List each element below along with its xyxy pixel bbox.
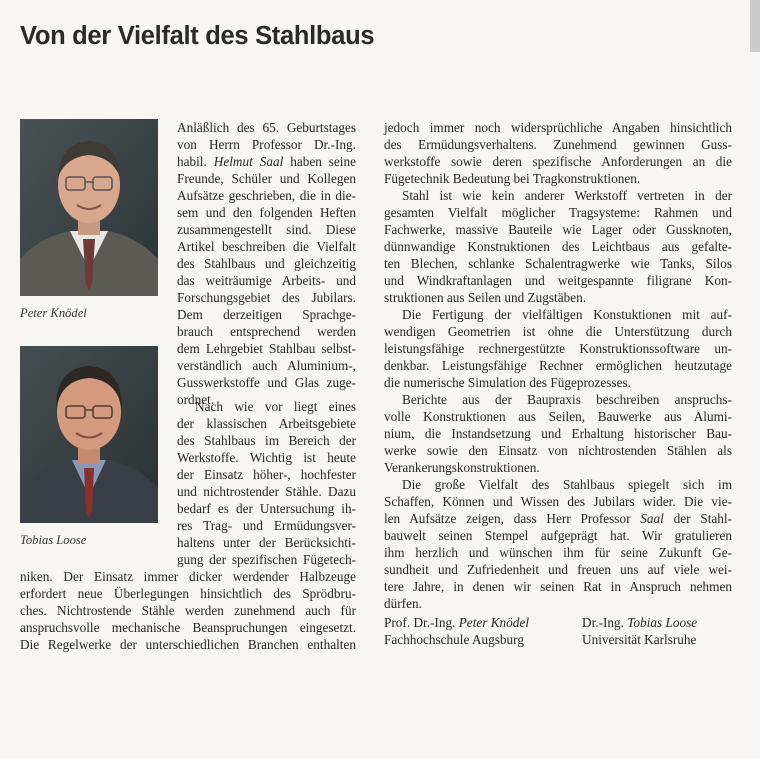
- text-line: wendigen Geometrien ist ohne die Unterstützung durch: [384, 324, 732, 339]
- text-line: gesamten Vielfalt möglicher Tragsysteme: Rahmen und: [384, 205, 732, 220]
- portrait-photo-icon: [20, 119, 158, 296]
- text-line: Verankerungskonstruktionen.: [384, 460, 540, 475]
- text-line: werkstoffe sowie deren spezifische Anforderungen an die: [384, 154, 732, 169]
- text-line: Aufsätze geschrieben, die in die-: [177, 188, 356, 203]
- text-line: leistungsfähige rechnergestützte Konstruktionssoftware un-: [384, 341, 732, 356]
- text-line: der Einsatz höher-, hochfester: [177, 467, 356, 482]
- text-line: jedoch immer noch widersprüchliche Angaben hinsichtlich: [384, 120, 732, 135]
- text-line: dürfen.: [384, 596, 422, 611]
- text-line: tere Jahre, in denen wir seinen Rat in Anspruch nehmen: [384, 579, 732, 594]
- text-line: des Ermüdungsverhaltens. Zunehmend gewinnen Guss-: [384, 137, 732, 152]
- text-line: sundheit und Zufriedenheit und freuen uns auf viele wei-: [384, 562, 732, 577]
- text-line: ten Blechen, schlanke Schalentragwerke wie Tanks, Silos: [384, 256, 732, 271]
- text-line: zusammengestellt sind. Diese: [177, 222, 356, 237]
- photo-caption-knoedel: Peter Knödel: [20, 306, 87, 320]
- text-line: brauch entsprechend werden: [177, 324, 356, 339]
- text-line: Fügetechnik Bedeutung bei Tragkonstruktionen.: [384, 171, 641, 186]
- article-title: Von der Vielfalt des Stahlbaus: [20, 22, 375, 50]
- text-span: haben seine: [283, 154, 356, 169]
- text-span: der Stahl-: [663, 511, 732, 526]
- text-line: sem und den folgenden Heften: [177, 205, 356, 220]
- signature-name-line: [582, 614, 697, 631]
- signature-affiliation: Universität Karlsruhe: [582, 632, 697, 647]
- signature-title: Dr.-Ing.: [582, 615, 624, 630]
- signature-name: Peter Knödel: [458, 615, 529, 630]
- page-edge-marker: [750, 0, 760, 52]
- honoree-name: Saal: [640, 511, 664, 526]
- text-line: Schaffen, Können und Wissen des Jubilars wider. Die vie-: [384, 494, 732, 509]
- text-line: Dem derzeitigen Sprachge-: [177, 307, 356, 322]
- text-line: des Stahlbaus im Bereich der: [177, 433, 356, 448]
- text-line: haltens unter der Berücksichti-: [177, 535, 356, 550]
- text-line: erfordert neue Überlegungen hinsichtlich des Sprödbru-: [20, 586, 356, 601]
- text-line: struktionen aus Seilen und Zugstäben.: [384, 290, 587, 305]
- text-line: bedarf es der Untersuchung ih-: [177, 501, 356, 516]
- text-line: des Stahlbaus und gleichzeitig: [177, 256, 356, 271]
- text-line: Werkstoffe. Wichtig ist heute: [177, 450, 356, 465]
- text-line: und Windkraftanlagen und weitgespannte filigrane Kon-: [384, 273, 732, 288]
- text-line: werke sowie den Einsatz von nichtrostenden Stählen als: [384, 443, 732, 458]
- text-line: Nach wie vor liegt eines: [195, 399, 356, 414]
- text-line: nium, die Instandsetzung und Erhaltung historischer Bau-: [384, 426, 732, 441]
- text-line: Freunde, Schüler und Kollegen: [177, 171, 356, 186]
- text-line: Anläßlich des 65. Geburtstages: [177, 120, 356, 135]
- text-line: Die Fertigung der vielfältigen Konstuktionen mit auf-: [402, 307, 732, 322]
- text-line: res Trag- und Ermüdungsver-: [177, 518, 356, 533]
- photo-caption-loose: Tobias Loose: [20, 533, 87, 547]
- text-line: [384, 510, 732, 527]
- text-span: habil.: [177, 154, 214, 169]
- text-line: dünnwandige Konstruktionen des Leichtbaus aus gefalte-: [384, 239, 732, 254]
- text-line: Gusswerkstoffe und Glas zuge-: [177, 375, 356, 390]
- text-line: denkbar. Leistungsfähige Rechner ermöglichen heutzutage: [384, 358, 732, 373]
- text-line: ihm herzlich und wünschen ihm für seine Zukunft Ge-: [384, 545, 732, 560]
- text-line: dem Lehrgebiet Stahlbau selbst-: [177, 341, 356, 356]
- text-line: und nichtrostender Stähle. Dazu: [177, 484, 356, 499]
- signature-loose: [582, 614, 697, 648]
- portrait-photo-icon: [20, 346, 158, 523]
- text-line: Berichte aus der Baupraxis beschreiben anspruchs-: [402, 392, 732, 407]
- signature-name-line: [384, 614, 529, 631]
- text-span: len Aufsätze zeigen, dass Herr Professor: [384, 511, 641, 526]
- text-line: die numerische Simulation des Fügeprozesses.: [384, 375, 631, 390]
- signature-affiliation: Fachhochschule Augsburg: [384, 632, 524, 647]
- text-line: gung der spezifischen Fügetech-: [177, 552, 356, 567]
- text-line: Forschungsgebiet des Jubilars.: [177, 290, 356, 305]
- text-line: bauwelt seinen Stempel aufgeprägt hat. Wir gratulieren: [384, 528, 732, 543]
- text-line: [177, 153, 356, 170]
- text-line: ordnet.: [177, 392, 215, 407]
- signature-title: Prof. Dr.-Ing.: [384, 615, 456, 630]
- text-line: Fachwerke, massive Bauteile wie Lager oder Gussknoten,: [384, 222, 732, 237]
- text-line: von Herrn Professor Dr.-Ing.: [177, 137, 356, 152]
- text-line: das weiträumige Arbeits- und: [177, 273, 356, 288]
- signature-name: Tobias Loose: [627, 615, 698, 630]
- text-line: niken. Der Einsatz immer dicker werdender Halbzeuge: [20, 569, 356, 584]
- text-line: Stahl ist wie kein anderer Werkstoff vertreten in der: [402, 188, 732, 203]
- portrait-photo-loose: [20, 346, 158, 523]
- text-line: der klassischen Arbeitsgebiete: [177, 416, 356, 431]
- text-line: volle Konstruktionen aus Seilen, Bauwerke aus Alumi-: [384, 409, 732, 424]
- honoree-name: Helmut Saal: [213, 154, 284, 169]
- text-line: Artikel beschreiben die Vielfalt: [177, 239, 356, 254]
- text-line: Die große Vielfalt des Stahlbaus spiegelt sich im: [402, 477, 732, 492]
- text-line: verständlich auch Aluminium-,: [177, 358, 356, 373]
- text-line: Die Regelwerke der unterschiedlichen Branchen enthalten: [20, 637, 356, 652]
- text-line: anspruchsvolle mechanische Beanspruchungen eingesetzt.: [20, 620, 356, 635]
- text-line: ches. Nichtrostende Stähle werden zunehmend auch für: [20, 603, 356, 618]
- signature-knoedel: [384, 614, 529, 648]
- portrait-photo-knoedel: [20, 119, 158, 296]
